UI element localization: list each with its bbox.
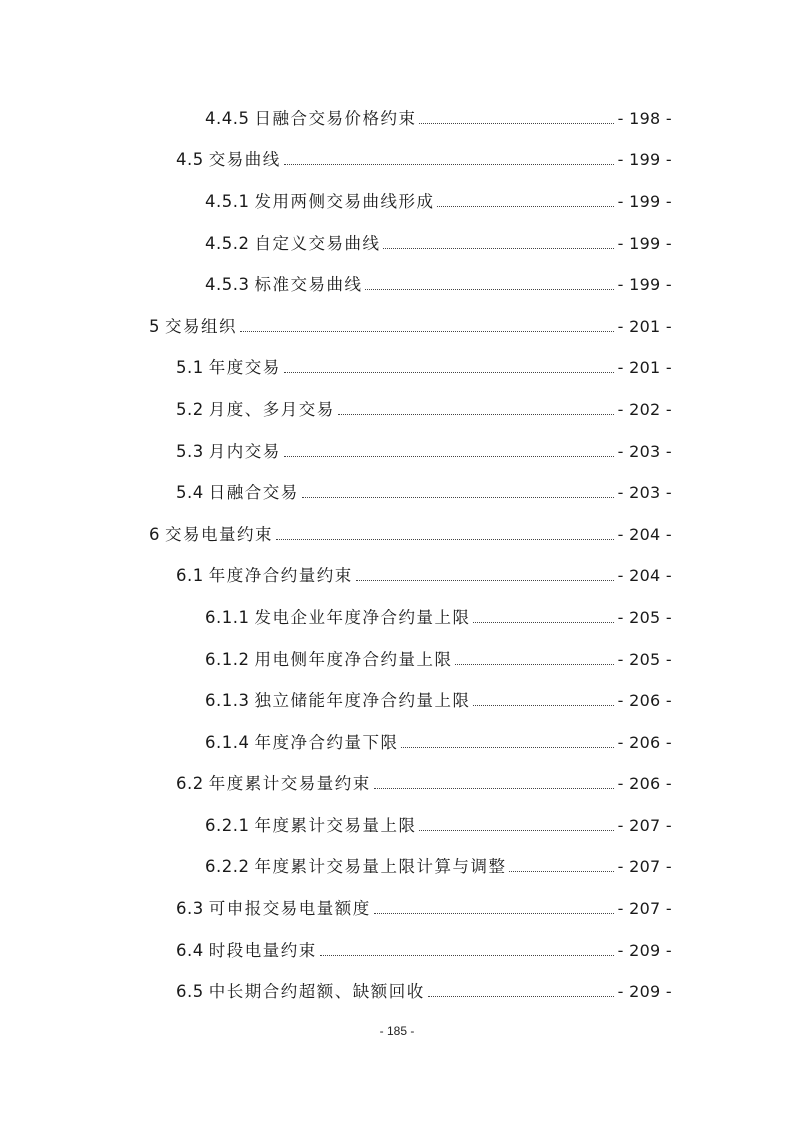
toc-section-number: 4.5.3 (205, 275, 250, 295)
toc-entry-title[interactable] (176, 562, 353, 586)
toc-section-number: 5.3 (176, 441, 204, 461)
toc-entry-title[interactable] (205, 271, 362, 295)
toc-section-title: 月内交易 (208, 441, 281, 461)
toc-entry (205, 729, 794, 753)
toc-entry (176, 479, 794, 503)
toc-page-number: - 203 - (617, 441, 672, 461)
toc-section-number: 5.4 (176, 483, 204, 503)
toc-dot-leader (284, 455, 614, 457)
toc-dot-leader (509, 870, 613, 872)
toc-section-title: 用电侧年度净合约量上限 (254, 649, 453, 669)
toc-page-number: - 209 - (617, 940, 672, 960)
toc-dot-leader (276, 538, 614, 540)
table-of-contents (0, 96, 794, 1011)
toc-entry-title[interactable] (205, 230, 380, 254)
toc-entry (205, 687, 794, 711)
toc-dot-leader (401, 746, 613, 748)
toc-row[interactable] (0, 429, 794, 471)
toc-dot-leader (383, 247, 613, 249)
toc-row[interactable] (0, 554, 794, 596)
toc-page-number: - 209 - (617, 982, 672, 1002)
toc-entry (205, 230, 794, 254)
toc-entry (176, 562, 794, 586)
toc-page-number: - 199 - (617, 191, 672, 211)
toc-row[interactable] (0, 387, 794, 429)
toc-section-title: 日融合交易 (208, 483, 299, 503)
toc-entry-title[interactable] (205, 604, 470, 628)
toc-page-number: - 198 - (617, 108, 672, 128)
toc-page-number: - 202 - (617, 399, 672, 419)
toc-dot-leader (437, 205, 613, 207)
toc-row[interactable] (0, 803, 794, 845)
toc-section-title: 中长期合约超额、缺额回收 (208, 982, 425, 1002)
toc-entry (205, 604, 794, 628)
toc-page-number: - 203 - (617, 483, 672, 503)
toc-section-number: 6.3 (176, 899, 204, 919)
toc-section-title: 年度累计交易量上限 (254, 815, 417, 835)
toc-section-number: 4.5.2 (205, 233, 250, 253)
toc-section-title: 交易曲线 (208, 150, 281, 170)
toc-section-number: 4.5 (176, 150, 204, 170)
toc-entry (205, 853, 794, 877)
toc-page-number: - 205 - (617, 649, 672, 669)
toc-section-number: 4.5.1 (205, 191, 250, 211)
toc-entry (205, 105, 794, 129)
toc-section-number: 6.1.4 (205, 732, 250, 752)
toc-entry-title[interactable] (176, 895, 371, 919)
toc-entry (149, 521, 794, 545)
toc-page-number: - 206 - (617, 732, 672, 752)
toc-entry-title[interactable] (176, 146, 281, 170)
toc-dot-leader (473, 621, 613, 623)
toc-section-number: 6.2 (176, 774, 204, 794)
toc-entry (176, 978, 794, 1002)
toc-row[interactable] (0, 969, 794, 1011)
toc-section-number: 4.4.5 (205, 108, 250, 128)
toc-page-number: - 206 - (617, 774, 672, 794)
toc-entry-title[interactable] (176, 937, 317, 961)
toc-section-title: 标准交易曲线 (254, 275, 363, 295)
toc-section-number: 6.1.1 (205, 607, 250, 627)
toc-dot-leader (284, 163, 614, 165)
toc-section-title: 交易组织 (165, 316, 237, 336)
toc-entry (205, 188, 794, 212)
toc-section-title: 自定义交易曲线 (254, 233, 381, 253)
toc-entry-title[interactable] (205, 105, 416, 129)
toc-dot-leader (473, 704, 613, 706)
toc-page-number: - 199 - (617, 233, 672, 253)
toc-entry (205, 646, 794, 670)
toc-entry (176, 396, 794, 420)
toc-section-number: 6.1.3 (205, 691, 250, 711)
toc-row[interactable] (0, 928, 794, 970)
toc-entry (176, 438, 794, 462)
toc-row[interactable] (0, 845, 794, 887)
toc-section-title: 日融合交易价格约束 (254, 108, 417, 128)
toc-section-title: 年度净合约量下限 (254, 732, 399, 752)
toc-section-title: 交易电量约束 (165, 524, 273, 544)
toc-entry-title[interactable] (205, 646, 452, 670)
toc-section-title: 年度累计交易量约束 (208, 774, 371, 794)
toc-entry-title[interactable] (205, 853, 506, 877)
page-number: - 185 - (379, 1024, 415, 1038)
toc-entry-title[interactable] (205, 729, 398, 753)
toc-dot-leader (320, 954, 614, 956)
toc-dot-leader (302, 496, 614, 498)
toc-page-number: - 199 - (617, 275, 672, 295)
toc-dot-leader (419, 122, 613, 124)
toc-row[interactable] (0, 96, 794, 138)
toc-section-title: 发电企业年度净合约量上限 (254, 607, 471, 627)
toc-entry (205, 812, 794, 836)
toc-section-number: 6.1.2 (205, 649, 250, 669)
toc-dot-leader (365, 288, 613, 290)
toc-section-number: 6 (149, 524, 160, 544)
toc-entry (176, 354, 794, 378)
toc-page-number: - 205 - (617, 607, 672, 627)
toc-page-number: - 207 - (617, 857, 672, 877)
toc-row[interactable] (0, 762, 794, 804)
toc-section-title: 独立储能年度净合约量上限 (254, 691, 471, 711)
toc-row[interactable] (0, 138, 794, 180)
toc-page-number: - 204 - (617, 524, 672, 544)
toc-row[interactable] (0, 512, 794, 554)
toc-entry-title[interactable] (176, 396, 335, 420)
toc-section-number: 5 (149, 316, 160, 336)
toc-section-number: 6.1 (176, 566, 204, 586)
toc-row[interactable] (0, 637, 794, 679)
toc-dot-leader (338, 413, 614, 415)
toc-page-number: - 199 - (617, 150, 672, 170)
toc-row[interactable] (0, 221, 794, 263)
toc-row[interactable] (0, 678, 794, 720)
toc-entry-title[interactable] (205, 687, 470, 711)
toc-entry-title[interactable] (176, 438, 281, 462)
toc-row[interactable] (0, 346, 794, 388)
toc-entry-title[interactable] (176, 978, 425, 1002)
toc-entry (149, 313, 794, 337)
toc-row[interactable] (0, 470, 794, 512)
toc-row[interactable] (0, 720, 794, 762)
toc-page-number: - 201 - (617, 358, 672, 378)
toc-section-title: 发用两侧交易曲线形成 (254, 191, 435, 211)
toc-row[interactable] (0, 262, 794, 304)
toc-page-number: - 207 - (617, 899, 672, 919)
toc-dot-leader (374, 912, 614, 914)
toc-section-number: 6.4 (176, 940, 204, 960)
toc-section-number: 5.2 (176, 399, 204, 419)
toc-entry (176, 770, 794, 794)
toc-section-number: 5.1 (176, 358, 204, 378)
toc-page-number: - 207 - (617, 815, 672, 835)
toc-section-title: 月度、多月交易 (208, 399, 335, 419)
toc-section-number: 6.2.1 (205, 815, 250, 835)
toc-section-number: 6.5 (176, 982, 204, 1002)
toc-dot-leader (284, 371, 614, 373)
toc-entry (176, 146, 794, 170)
toc-section-title: 年度累计交易量上限计算与调整 (254, 857, 507, 877)
toc-entry-title[interactable] (205, 188, 434, 212)
toc-dot-leader (455, 663, 613, 665)
toc-entry-title[interactable] (205, 812, 416, 836)
toc-entry (176, 937, 794, 961)
toc-dot-leader (240, 330, 614, 332)
toc-dot-leader (428, 995, 614, 997)
toc-page-number: - 201 - (617, 316, 672, 336)
toc-section-number: 6.2.2 (205, 857, 250, 877)
toc-section-title: 时段电量约束 (208, 940, 317, 960)
toc-entry-title[interactable] (176, 354, 281, 378)
toc-entry (205, 271, 794, 295)
toc-entry-title[interactable] (176, 770, 371, 794)
toc-entry-title[interactable] (149, 521, 273, 545)
toc-section-title: 年度交易 (208, 358, 281, 378)
toc-section-title: 年度净合约量约束 (208, 566, 353, 586)
toc-row[interactable] (0, 179, 794, 221)
toc-section-title: 可申报交易电量额度 (208, 899, 371, 919)
toc-entry (176, 895, 794, 919)
toc-row[interactable] (0, 595, 794, 637)
toc-dot-leader (419, 829, 613, 831)
toc-page-number: - 204 - (617, 566, 672, 586)
toc-page-number: - 206 - (617, 691, 672, 711)
toc-row[interactable] (0, 886, 794, 928)
toc-dot-leader (374, 787, 614, 789)
toc-entry-title[interactable] (176, 479, 299, 503)
toc-entry-title[interactable] (149, 313, 237, 337)
toc-row[interactable] (0, 304, 794, 346)
toc-dot-leader (356, 579, 614, 581)
